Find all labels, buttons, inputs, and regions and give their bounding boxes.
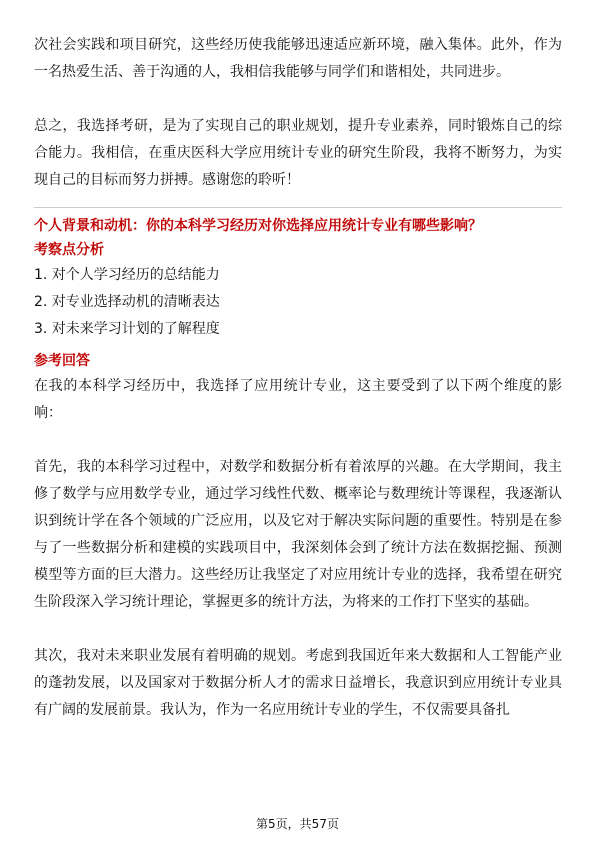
analysis-item: 2. 对专业选择动机的清晰表达 — [34, 294, 220, 310]
question-title: 个人背景和动机：你的本科学习经历对你选择应用统计专业有哪些影响？ — [34, 218, 482, 234]
paragraph-spacer — [34, 86, 562, 113]
page-content — [34, 32, 562, 724]
section-divider — [34, 207, 562, 208]
analysis-heading: 考察点分析 — [34, 242, 104, 258]
intro-paragraph-1: 次社会实践和项目研究，这些经历使我能够迅速适应新环境，融入集体。此外，作为一名热爱生活、善于沟通的人，我相信我能够与同学们和谐相处，共同进步。 — [34, 37, 562, 80]
analysis-item: 3. 对未来学习计划的了解程度 — [34, 321, 220, 337]
paragraph-spacer — [34, 427, 562, 454]
answer-heading: 参考回答 — [34, 353, 90, 369]
answer-paragraph-3: 其次，我对未来职业发展有着明确的规划。考虑到我国近年来大数据和人工智能产业的蓬勃发展，以及国家对于数据分析人才的需求日益增长，我意识到应用统计专业具有广阔的发展前景。我认为，作为一名应用统计专业的学生，不仅需要具备扎 — [34, 648, 562, 718]
paragraph-spacer — [34, 616, 562, 643]
analysis-item: 1. 对个人学习经历的总结能力 — [34, 267, 220, 283]
analysis-list — [34, 262, 562, 343]
intro-paragraph-2: 总之，我选择考研，是为了实现自己的职业规划，提升专业素养，同时锻炼自己的综合能力。我相信，在重庆医科大学应用统计专业的研究生阶段，我将不断努力，为实现自己的目标而努力拼搏。感谢您的聆听！ — [34, 118, 562, 188]
answer-paragraph-1: 在我的本科学习经历中，我选择了应用统计专业，这主要受到了以下两个维度的影响： — [34, 378, 562, 421]
page-number: 第5页，共57页 — [256, 817, 339, 831]
answer-paragraph-2: 首先，我的本科学习过程中，对数学和数据分析有着浓厚的兴趣。在大学期间，我主修了数学与应用数学专业，通过学习线性代数、概率论与数理统计等课程，我逐渐认识到统计学在各个领域的广泛应用，以及它对于解决实际问题的重要性。特别是在参与了一些数据分析和建模的实践项目中，我深刻体会到了统计方法在数据挖掘、预测模型等方面的巨大潜力。这些经历让我坚定了对应用统计专业的选择，我希望在研究生阶段深入学习统计理论，掌握更多的统计方法，为将来的工作打下坚实的基础。 — [34, 459, 562, 610]
